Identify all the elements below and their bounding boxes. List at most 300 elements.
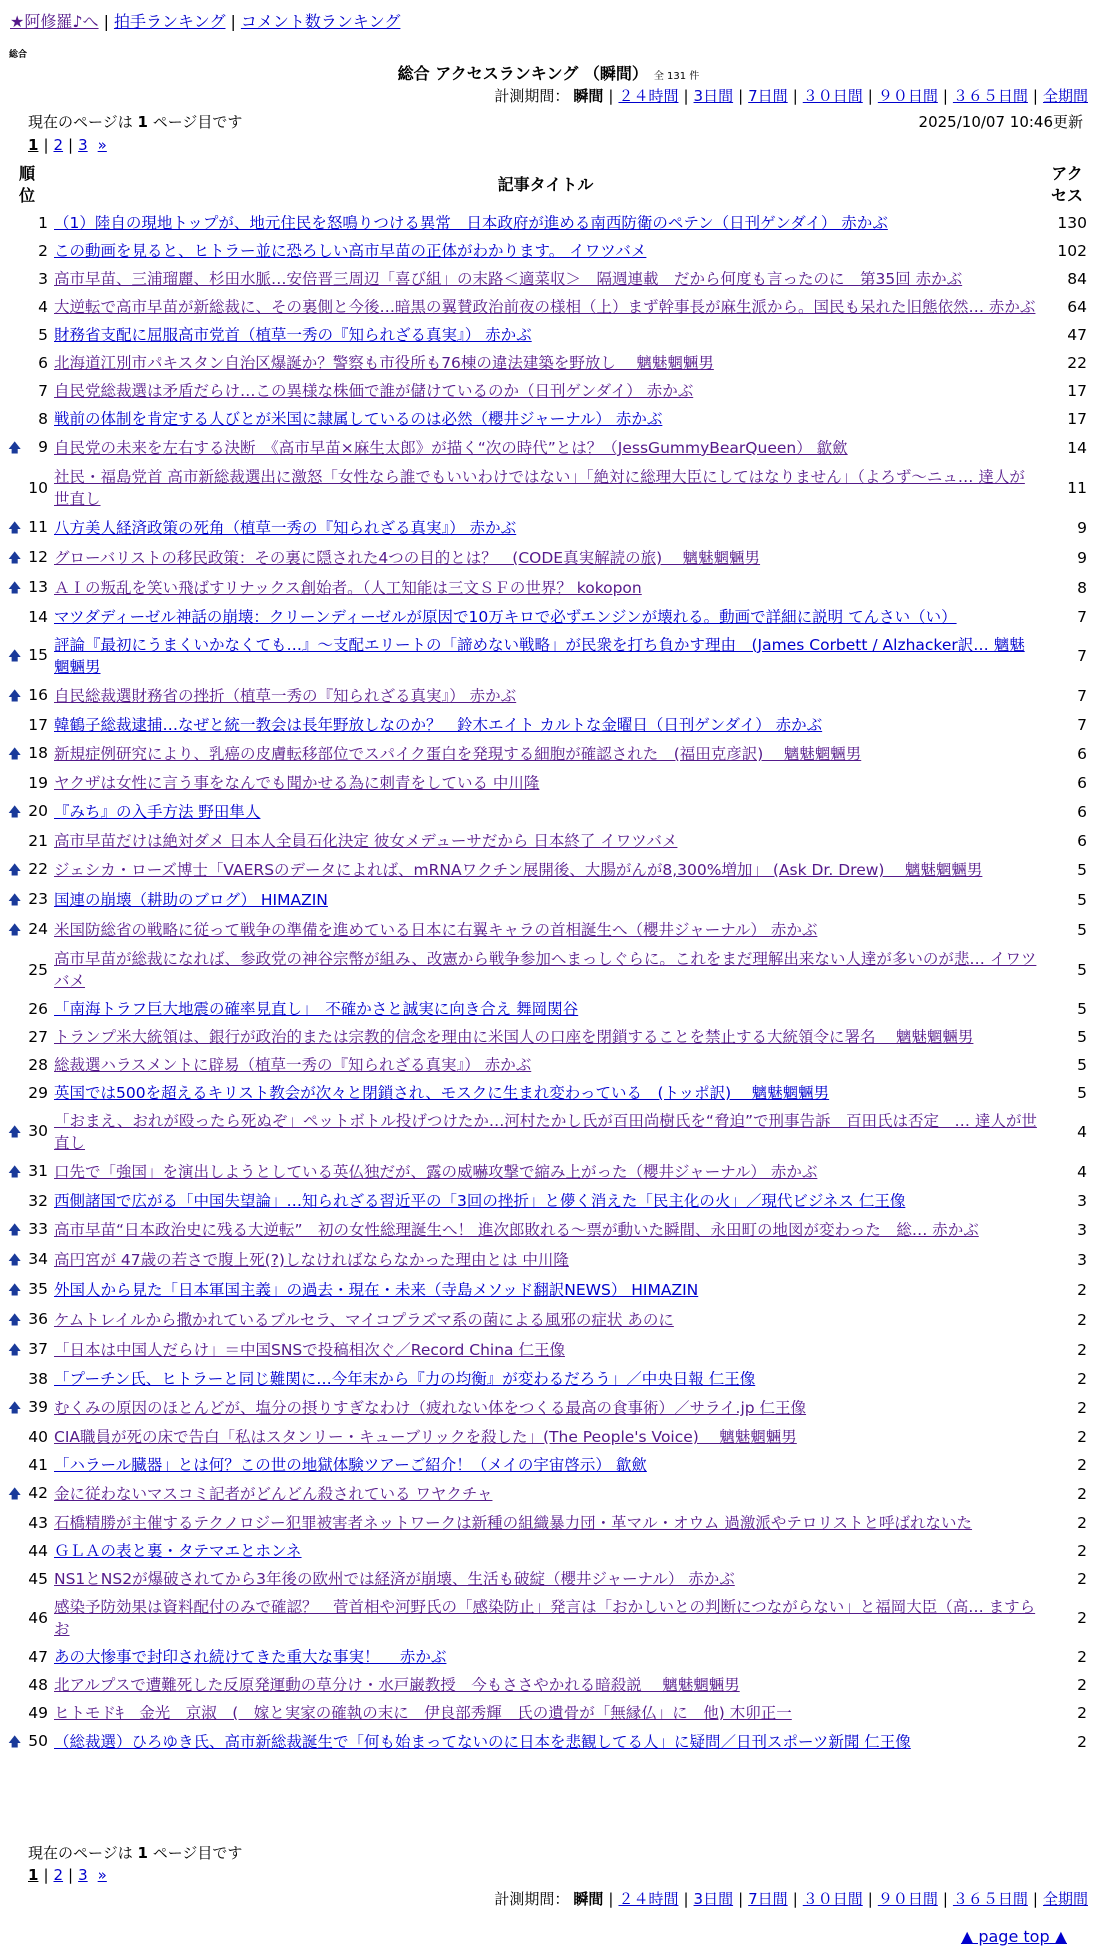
access-count: 2 [1077, 1456, 1087, 1474]
rank-number: 21 [28, 832, 48, 850]
period-24h-link[interactable]: ２４時間 [618, 1890, 679, 1908]
rank-cell [4, 1727, 50, 1757]
title-cell [50, 681, 1041, 711]
article-link[interactable]: ＡＩの叛乱を笑い飛ばすリナックス創始者。（人工知能は三文ＳＦの世界？ kokopon [54, 579, 642, 597]
page-title: 総合 アクセスランキング （瞬間） [397, 64, 648, 83]
table-row [4, 1451, 1093, 1479]
table-row [4, 915, 1093, 945]
title-cell [50, 1275, 1041, 1305]
access-count: 3 [1077, 1192, 1087, 1210]
table-row [4, 855, 1093, 885]
title-cell [50, 1699, 1041, 1727]
article-link[interactable]: ＧＬＡの表と裏・タテマエとホンネ [54, 1542, 302, 1560]
rank-cell [4, 405, 50, 433]
rank-cell [4, 1671, 50, 1699]
rank-cell [4, 681, 50, 711]
rank-cell [4, 1643, 50, 1671]
rank-number: 28 [28, 1056, 48, 1074]
rank-cell [4, 915, 50, 945]
pager-page-3[interactable]: 3 [78, 136, 88, 154]
rank-cell [4, 631, 50, 681]
article-link[interactable]: 西側諸国で広がる「中国失望論」…知られざる習近平の「3回の挫折」と儚く消えた「民主化の火」／現代ビジネス 仁王像 [54, 1192, 906, 1210]
period-90d-link[interactable]: ９０日間 [877, 87, 938, 105]
title-cell [50, 1565, 1041, 1593]
article-link[interactable]: 外国人から見た「日本軍国主義」の過去・現在・未来（寺島メソッド翻訳NEWS） HIMAZIN [54, 1281, 699, 1299]
period-7d-link[interactable]: 7日間 [748, 87, 788, 105]
article-link[interactable]: 戦前の体制を肯定する人びとが米国に隷属しているのは必然（櫻井ジャーナル） 赤かぶ [54, 410, 663, 428]
top-navigation [10, 10, 400, 34]
access-count: 5 [1077, 1000, 1087, 1018]
access-count: 3 [1077, 1251, 1087, 1269]
table-row [4, 1157, 1093, 1187]
comment-ranking-link[interactable]: コメント数ランキング [240, 12, 401, 31]
table-row [4, 1565, 1093, 1593]
period-current: 瞬間 [573, 87, 604, 105]
article-link[interactable]: 北アルプスで遭難死した反原発運動の草分け・水戸巌教授 今もささやかれる暗殺説 魑魅魍魎男 [54, 1676, 740, 1694]
title-cell [50, 377, 1041, 405]
article-link[interactable]: 総裁選ハラスメントに辟易（植草一秀の『知られざる真実』） 赤かぶ [54, 1056, 532, 1074]
rank-cell [4, 603, 50, 631]
rank-up-arrow-icon: 🡅 [8, 441, 22, 456]
title-cell [50, 573, 1041, 603]
access-count: 2 [1077, 1733, 1087, 1751]
title-cell [50, 885, 1041, 915]
rank-cell [4, 237, 50, 265]
title-cell [50, 603, 1041, 631]
access-count: 3 [1077, 1221, 1087, 1239]
nav-separator: | [103, 12, 109, 31]
rank-cell [4, 1565, 50, 1593]
rank-cell [4, 1423, 50, 1451]
access-count: 5 [1077, 891, 1087, 909]
rank-up-arrow-icon: 🡅 [8, 1253, 22, 1268]
article-link[interactable]: 韓鶴子総裁逮捕…なぜと統一教会は長年野放しなのか？ 鈴木エイト カルトな金曜日（日刊ゲンダイ） 赤かぶ [54, 716, 823, 734]
table-row [4, 237, 1093, 265]
rank-number: 11 [28, 518, 48, 536]
rank-cell [4, 1157, 50, 1187]
access-count: 17 [1067, 410, 1087, 428]
article-link[interactable]: グローバリストの移民政策：その裏に隠された4つの目的とは？ (CODE真実解読の旅) 魑魅魍魎男 [54, 549, 761, 567]
access-count: 102 [1057, 242, 1087, 260]
title-cell [50, 513, 1041, 543]
table-row [4, 1671, 1093, 1699]
access-count: 6 [1077, 745, 1087, 763]
table-row [4, 769, 1093, 797]
rank-cell [4, 945, 50, 995]
table-row [4, 377, 1093, 405]
article-link[interactable]: 「南海トラフ巨大地震の確率見直し」 不確かさと誠実に向き合え 舞岡関谷 [54, 1000, 579, 1018]
period-90d-link[interactable]: ９０日間 [877, 1890, 938, 1908]
table-row [4, 1023, 1093, 1051]
access-count: 2 [1077, 1570, 1087, 1588]
title-cell [50, 797, 1041, 827]
table-row [4, 1305, 1093, 1335]
access-count: 5 [1077, 921, 1087, 939]
rank-cell [4, 1275, 50, 1305]
pager-next[interactable]: » [97, 1866, 107, 1884]
table-row [4, 1335, 1093, 1365]
rank-cell [4, 1187, 50, 1215]
rank-number: 7 [38, 382, 48, 400]
table-row [4, 265, 1093, 293]
rank-number: 37 [28, 1340, 48, 1358]
title-cell [50, 293, 1041, 321]
rank-up-arrow-icon: 🡅 [8, 689, 22, 704]
article-link[interactable]: むくみの原因のほとんどが、塩分の摂りすぎなわけ（疲れない体をつくる最高の食事術）／サライ.jp 仁王像 [54, 1399, 807, 1417]
rank-up-arrow-icon: 🡅 [8, 1223, 22, 1238]
title-cell [50, 769, 1041, 797]
rank-cell [4, 1509, 50, 1537]
title-cell [50, 1365, 1041, 1393]
rank-number: 45 [28, 1570, 48, 1588]
rank-number: 44 [28, 1542, 48, 1560]
access-count: 8 [1077, 579, 1087, 597]
title-cell [50, 1335, 1041, 1365]
article-link[interactable]: CIA職員が死の床で告白「私はスタンリー・キューブリックを殺した」(The People's Voice) 魑魅魍魎男 [54, 1428, 797, 1446]
period-3d-link[interactable]: 3日間 [693, 87, 734, 105]
table-row [4, 945, 1093, 995]
article-link[interactable]: 評論『最初にうまくいかなくても…』〜支配エリートの「諦めない戦略」が民衆を打ち負かす理由 (James Corbett / Alzhacker訳… 魑魅魍魎男 [54, 636, 1025, 676]
article-link[interactable]: 石橋精勝が主催するテクノロジー犯罪被害者ネットワークは新種の組織暴力団・革マル・オウム 過激派やテロリストと呼ばれないた [54, 1514, 973, 1532]
rank-cell [4, 995, 50, 1023]
rank-number: 29 [28, 1084, 48, 1102]
title-cell [50, 405, 1041, 433]
article-link[interactable]: 大逆転で高市早苗が新総裁に、その裏側と今後…暗黒の翼賛政治前夜の様相（上）まず幹事長が麻生派から。国民も呆れた旧態依然… 赤かぶ [54, 298, 1036, 316]
access-count: 2 [1077, 1485, 1087, 1503]
title-cell [50, 1671, 1041, 1699]
rank-cell [4, 293, 50, 321]
article-link[interactable]: この動画を見ると、ヒトラー並に恐ろしい高市早苗の正体がわかります。 イワツバメ [54, 242, 647, 260]
article-link[interactable]: 感染予防効果は資料配付のみで確認？ 菅首相や河野氏の「感染防止」発言は「おかしいとの判断につながらない」と福岡大臣（高… ますらお [54, 1598, 1036, 1638]
article-link[interactable]: マツダディーゼル神話の崩壊：クリーンディーゼルが原因で10万キロで必ずエンジンが壊れる。動画で詳細に説明 てんさい（い） [54, 608, 957, 626]
table-row [4, 543, 1093, 573]
rank-cell [4, 1537, 50, 1565]
rank-number: 39 [28, 1398, 48, 1416]
rank-cell [4, 543, 50, 573]
rank-number: 50 [28, 1732, 48, 1750]
rank-number: 24 [28, 920, 48, 938]
rank-up-arrow-icon: 🡅 [8, 581, 22, 596]
period-label: 計測期間： [494, 1890, 570, 1908]
rank-cell [4, 1215, 50, 1245]
access-count: 7 [1077, 647, 1087, 665]
rank-number: 19 [28, 774, 48, 792]
article-link[interactable]: あの大惨事で封印され続けてきた重大な事実！ 赤かぶ [54, 1648, 447, 1666]
rank-number: 5 [38, 326, 48, 344]
period-all-link[interactable]: 全期間 [1042, 87, 1088, 105]
access-count: 7 [1077, 608, 1087, 626]
title-cell [50, 463, 1041, 513]
rank-cell [4, 377, 50, 405]
rank-up-arrow-icon: 🡅 [8, 1283, 22, 1298]
rank-number: 25 [28, 961, 48, 979]
access-count: 5 [1077, 861, 1087, 879]
ranking-table [4, 161, 1093, 1757]
access-count: 2 [1077, 1399, 1087, 1417]
period-7d-link[interactable]: 7日間 [748, 1890, 788, 1908]
period-24h-link[interactable]: ２４時間 [618, 87, 679, 105]
pager-current: 1 [28, 136, 39, 154]
access-count: 14 [1067, 439, 1087, 457]
article-link[interactable]: 北海道江別市パキスタン自治区爆誕か？警察も市役所も76棟の違法建築を野放し 魑魅魍魎男 [54, 354, 714, 372]
rank-cell [4, 1365, 50, 1393]
period-3d-link[interactable]: 3日間 [693, 1890, 734, 1908]
period-all-link[interactable]: 全期間 [1042, 1890, 1088, 1908]
rank-up-arrow-icon: 🡅 [8, 1735, 22, 1750]
title-cell [50, 1593, 1041, 1643]
article-link[interactable]: 新規症例研究により、乳癌の皮膚転移部位でスパイク蛋白を発現する細胞が確認された (福田克彦訳) 魑魅魍魎男 [54, 745, 862, 763]
title-cell [50, 945, 1041, 995]
table-row [4, 573, 1093, 603]
table-row [4, 1643, 1093, 1671]
access-count: 64 [1067, 298, 1087, 316]
rank-number: 16 [28, 686, 48, 704]
current-page-number: 1 [137, 113, 148, 131]
table-row [4, 293, 1093, 321]
title-cell [50, 1157, 1041, 1187]
table-header-row [4, 161, 1093, 209]
article-link[interactable]: 自民総裁選財務省の挫折（植草一秀の『知られざる真実』） 赤かぶ [54, 687, 517, 705]
table-row [4, 1051, 1093, 1079]
header-count: アク セス [1050, 164, 1083, 205]
rank-number: 46 [28, 1609, 48, 1627]
article-link[interactable]: 「ハラール臓器」とは何？この世の地獄体験ツアーご紹介！（メイの宇宙啓示） 歙歛 [54, 1456, 647, 1474]
rank-number: 15 [28, 646, 48, 664]
access-count: 5 [1077, 961, 1087, 979]
rank-cell [4, 1051, 50, 1079]
period-30d-link[interactable]: ３０日間 [802, 1890, 863, 1908]
title-cell [50, 1393, 1041, 1423]
rank-number: 10 [28, 479, 48, 497]
rank-number: 30 [28, 1122, 48, 1140]
access-count: 5 [1077, 1084, 1087, 1102]
period-selector-bottom: 計測期間： 瞬間 | ２４時間 | 3日間 | 7日間 | ３０日間 | ９０日間 | ３６５日間 | 全期間 [494, 1890, 1088, 1908]
article-link[interactable]: 高市早苗“日本政治史に残る大逆転” 初の女性総理誕生へ！ 進次郎敗れる〜票が動いた瞬間、永田町の地図が変わった 総… 赤かぶ [54, 1221, 979, 1239]
article-link[interactable]: 米国防総省の戦略に従って戦争の準備を進めている日本に右翼キャラの首相誕生へ（櫻井ジャーナル） 赤かぶ [54, 921, 818, 939]
rank-number: 23 [28, 890, 48, 908]
title-cell [50, 827, 1041, 855]
rank-number: 42 [28, 1484, 48, 1502]
rank-number: 8 [38, 410, 48, 428]
rank-number: 38 [28, 1370, 48, 1388]
table-row [4, 349, 1093, 377]
rank-cell [4, 463, 50, 513]
article-link[interactable]: 高市早苗だけは絶対ダメ 日本人全員石化決定 彼女メデューサだから 日本終了 イワツバメ [54, 832, 678, 850]
title-cell [50, 1023, 1041, 1051]
table-row [4, 681, 1093, 711]
article-link[interactable]: 「プーチン氏、ヒトラーと同じ難関に…今年末から『力の均衡』が変わるだろう」／中央日報 仁王像 [54, 1370, 756, 1388]
rank-cell [4, 1305, 50, 1335]
article-link[interactable]: 金に従わないマスコミ記者がどんどん殺されている ワヤクチャ [54, 1485, 493, 1503]
asyura-home-link[interactable]: ★阿修羅♪へ [10, 12, 99, 31]
total-count: 全 131 件 [653, 71, 700, 82]
title-cell [50, 433, 1041, 463]
article-link[interactable]: 国連の崩壊（耕助のブログ） HIMAZIN [54, 891, 328, 909]
access-count: 7 [1077, 716, 1087, 734]
title-cell [50, 915, 1041, 945]
article-link[interactable]: ケムトレイルから撒かれているブルセラ、マイコプラズマ系の菌による風邪の症状 あのに [54, 1311, 674, 1329]
rank-cell [4, 1023, 50, 1051]
rank-up-arrow-icon: 🡅 [8, 1165, 22, 1180]
nav-separator: | [230, 12, 236, 31]
title-cell [50, 1107, 1041, 1157]
title-cell [50, 1643, 1041, 1671]
article-link[interactable]: 高市早苗が総裁になれば、参政党の神谷宗幣が組み、改憲から戦争参加へまっしぐらに。これをまだ理解出来ない人達が多いのが悲… イワツバメ [54, 950, 1037, 990]
rank-cell [4, 265, 50, 293]
rank-cell [4, 573, 50, 603]
title-cell [50, 855, 1041, 885]
rank-number: 9 [38, 438, 48, 456]
article-link[interactable]: ヤクザは女性に言う事をなんでも聞かせる為に刺青をしている 中川隆 [54, 774, 540, 792]
rank-up-arrow-icon: 🡅 [8, 649, 22, 664]
pager-next[interactable]: » [97, 136, 107, 154]
title-cell [50, 1215, 1041, 1245]
table-row [4, 1245, 1093, 1275]
table-row [4, 1107, 1093, 1157]
article-link[interactable]: 高円宮が 47歳の若さで腹上死(?)しなければならなかった理由とは 中川隆 [54, 1251, 569, 1269]
rank-up-arrow-icon: 🡅 [8, 521, 22, 536]
rank-number: 43 [28, 1514, 48, 1532]
title-cell [50, 209, 1041, 237]
pagination-top: 1 | 2 | 3 » [28, 136, 107, 154]
period-365d-link[interactable]: ３６５日間 [952, 1890, 1028, 1908]
table-row [4, 603, 1093, 631]
rank-number: 33 [28, 1220, 48, 1238]
rank-up-arrow-icon: 🡅 [8, 1313, 22, 1328]
table-row [4, 827, 1093, 855]
table-row [4, 1423, 1093, 1451]
rank-up-arrow-icon: 🡅 [8, 747, 22, 762]
period-365d-link[interactable]: ３６５日間 [952, 87, 1028, 105]
table-row [4, 209, 1093, 237]
table-row [4, 1275, 1093, 1305]
table-row [4, 1079, 1093, 1107]
access-count: 4 [1077, 1123, 1087, 1141]
access-count: 7 [1077, 687, 1087, 705]
article-link[interactable]: 八方美人経済政策の死角（植草一秀の『知られざる真実』） 赤かぶ [54, 519, 517, 537]
rank-number: 6 [38, 354, 48, 372]
pager-page-3[interactable]: 3 [78, 1866, 88, 1884]
access-count: 47 [1067, 326, 1087, 344]
table-row [4, 885, 1093, 915]
rank-cell [4, 855, 50, 885]
rank-cell [4, 1451, 50, 1479]
period-30d-link[interactable]: ３０日間 [802, 87, 863, 105]
table-row [4, 1215, 1093, 1245]
table-row [4, 1593, 1093, 1643]
access-count: 5 [1077, 1056, 1087, 1074]
table-row [4, 1537, 1093, 1565]
rank-cell [4, 209, 50, 237]
title-cell [50, 1451, 1041, 1479]
access-count: 6 [1077, 832, 1087, 850]
article-link[interactable]: NS1とNS2が爆破されてから3年後の欧州では経済が崩壊、生活も破綻（櫻井ジャーナル） 赤かぶ [54, 1570, 735, 1588]
rank-cell [4, 769, 50, 797]
rank-number: 31 [28, 1162, 48, 1180]
access-count: 17 [1067, 382, 1087, 400]
access-count: 2 [1077, 1341, 1087, 1359]
table-row [4, 631, 1093, 681]
rank-number: 22 [28, 860, 48, 878]
article-link[interactable]: 「おまえ、おれが殴ったら死ぬぞ」ペットボトル投げつけたか…河村たかし氏が百田尚樹氏を“脅迫”で刑事告訴 百田氏は否定 … 達人が世直し [54, 1112, 1037, 1152]
rank-number: 26 [28, 1000, 48, 1018]
rank-cell [4, 885, 50, 915]
article-link[interactable]: ヒトモドｷ 金光 京淑 ( 嫁と実家の確執の末に 伊良部秀輝 氏の遺骨が「無縁仏」に 他) 木卯正一 [54, 1704, 792, 1722]
period-selector-top: 計測期間： 瞬間 | ２４時間 | 3日間 | 7日間 | ３０日間 | ９０日間 | ３６５日間 | 全期間 [494, 87, 1088, 105]
table-row [4, 739, 1093, 769]
table-row [4, 1727, 1093, 1757]
rank-number: 48 [28, 1676, 48, 1694]
rank-number: 40 [28, 1428, 48, 1446]
rank-cell [4, 797, 50, 827]
table-row [4, 463, 1093, 513]
article-link[interactable]: 財務省支配に屈服高市党首（植草一秀の『知られざる真実』） 赤かぶ [54, 326, 532, 344]
title-cell [50, 631, 1041, 681]
rank-up-arrow-icon: 🡅 [8, 551, 22, 566]
article-link[interactable]: 「日本は中国人だらけ」＝中国SNSで投稿相次ぐ／Record China 仁王像 [54, 1341, 565, 1359]
rank-up-arrow-icon: 🡅 [8, 805, 22, 820]
article-link[interactable]: 『みち』の入手方法 野田隼人 [54, 803, 261, 821]
title-cell [50, 711, 1041, 739]
page-top-link[interactable]: ▲ page top ▲ [960, 1927, 1067, 1946]
article-link[interactable]: ジェシカ・ローズ博士「VAERSのデータによれば、mRNAワクチン展開後、大腸がんが8,300%増加」 (Ask Dr. Drew) 魑魅魍魎男 [54, 861, 983, 879]
rank-up-arrow-icon: 🡅 [8, 1125, 22, 1140]
table-row [4, 1365, 1093, 1393]
table-row [4, 711, 1093, 739]
rank-number: 41 [28, 1456, 48, 1474]
current-page-number: 1 [137, 1844, 148, 1862]
rank-cell [4, 349, 50, 377]
rank-number: 27 [28, 1028, 48, 1046]
rank-up-arrow-icon: 🡅 [8, 1487, 22, 1502]
access-count: 2 [1077, 1514, 1087, 1532]
clap-ranking-link[interactable]: 拍手ランキング [113, 12, 226, 31]
rank-number: 18 [28, 744, 48, 762]
rank-cell [4, 739, 50, 769]
page-info-bottom: 現在のページは 1 ページ目です [28, 1844, 243, 1862]
article-link[interactable]: トランプ米大統領は、銀行が政治的または宗教的信念を理由に米国人の口座を閉鎖することを禁止する大統領令に署名 魑魅魍魎男 [54, 1028, 974, 1046]
pager-page-2[interactable]: 2 [53, 136, 64, 154]
article-link[interactable]: 自民党総裁選は矛盾だらけ…この異様な株価で誰が儲けているのか（日刊ゲンダイ） 赤かぶ [54, 382, 694, 400]
pager-page-2[interactable]: 2 [53, 1866, 64, 1884]
rank-up-arrow-icon: 🡅 [8, 863, 22, 878]
table-row [4, 1393, 1093, 1423]
access-count: 2 [1077, 1704, 1087, 1722]
pager-current: 1 [28, 1866, 39, 1884]
article-link[interactable]: 社民・福島党首 高市新総裁選出に激怒「女性なら誰でもいいわけではない」「絶対に総理大臣にしてはなりません」（よろず〜ニュ… 達人が世直し [54, 468, 1025, 508]
article-link[interactable]: （総裁選）ひろゆき氏、高市新総裁誕生で「何も始まってないのに日本を悲観してる人」に疑問／日刊スポーツ新聞 仁王像 [54, 1733, 911, 1751]
access-count: 2 [1077, 1609, 1087, 1627]
article-link[interactable]: 口先で「強国」を演出しようとしている英仏独だが、露の威嚇攻撃で縮み上がった（櫻井ジャーナル） 赤かぶ [54, 1163, 818, 1181]
title-cell [50, 1051, 1041, 1079]
access-count: 2 [1077, 1648, 1087, 1666]
access-count: 2 [1077, 1428, 1087, 1446]
article-link[interactable]: 高市早苗、三浦瑠麗、杉田水脈…安倍晋三周辺「喜び組」の末路＜適菜収＞ 隔週連載 だから何度も言ったのに 第35回 赤かぶ [54, 270, 963, 288]
rank-number: 32 [28, 1192, 48, 1210]
article-link[interactable]: （1）陸自の現地トップが、地元住民を怒鳴りつける異常 日本政府が進める南西防衛のペテン（日刊ゲンダイ） 赤かぶ [54, 214, 888, 232]
title-cell [50, 1537, 1041, 1565]
title-cell [50, 1727, 1041, 1757]
access-count: 4 [1077, 1163, 1087, 1181]
rank-number: 1 [38, 214, 48, 232]
header-title: 記事タイトル [497, 175, 594, 194]
article-link[interactable]: 自民党の未来を左右する決断 《高市早苗×麻生太郎》が描く“次の時代”とは？（JessGummyBearQueen） 歙歛 [54, 439, 848, 457]
rank-number: 20 [28, 802, 48, 820]
rank-up-arrow-icon: 🡅 [8, 923, 22, 938]
article-link[interactable]: 英国では500を超えるキリスト教会が次々と閉鎖され、モスクに生まれ変わっている (トッポ訳) 魑魅魍魎男 [54, 1084, 830, 1102]
title-cell [50, 543, 1041, 573]
title-cell [50, 237, 1041, 265]
